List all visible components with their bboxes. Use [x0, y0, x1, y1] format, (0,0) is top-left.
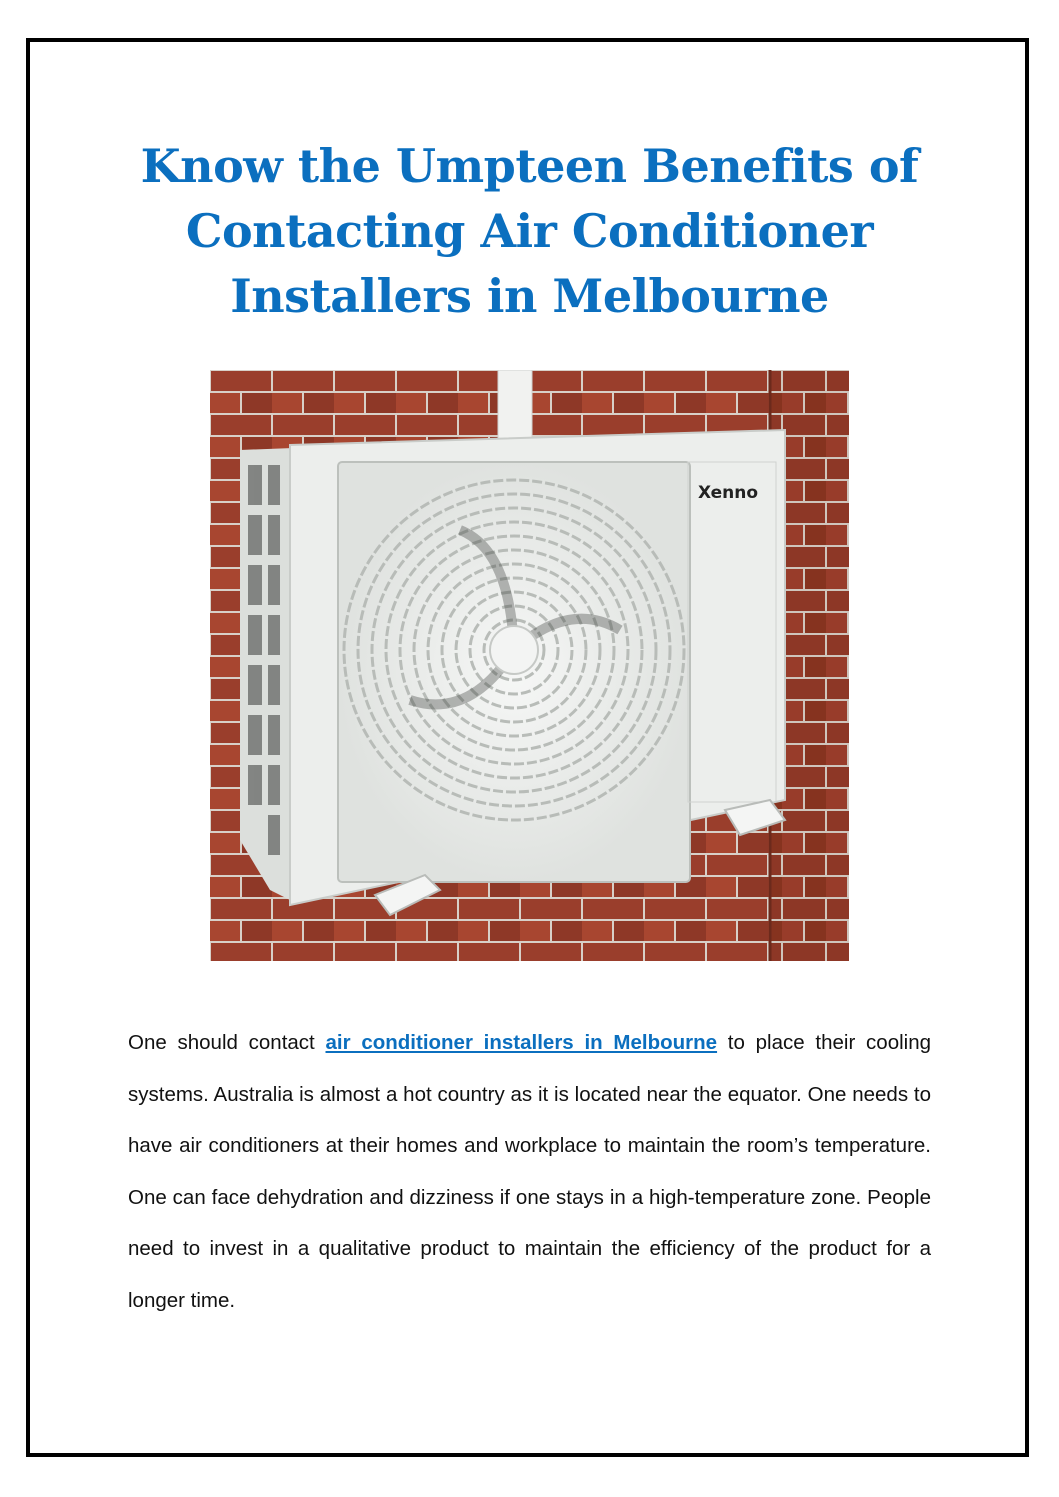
paragraph-rest: to place their cooling systems. Australia is almost a hot country as it is located near the equator. One needs to have air conditioners at their homes and workplace to maintain the room’s temperature. One can face dehydration and dizziness if one stays in a high-temperature zone. People need to invest in a qualitative product to maintain the efficiency of the product for a longer time. [128, 1031, 932, 1312]
paragraph-intro: One should contact [128, 1031, 326, 1054]
installers-link[interactable]: air conditioner installers in Melbourne [325, 1031, 718, 1054]
page-title: Know the Umpteen Benefits of Contacting Air Conditioner Installers in Melbourne [140, 139, 919, 323]
ac-unit-photo [210, 370, 849, 961]
fan-hub [490, 626, 538, 674]
brand-label: Xenno [698, 483, 759, 503]
body-paragraph [128, 1017, 931, 1326]
